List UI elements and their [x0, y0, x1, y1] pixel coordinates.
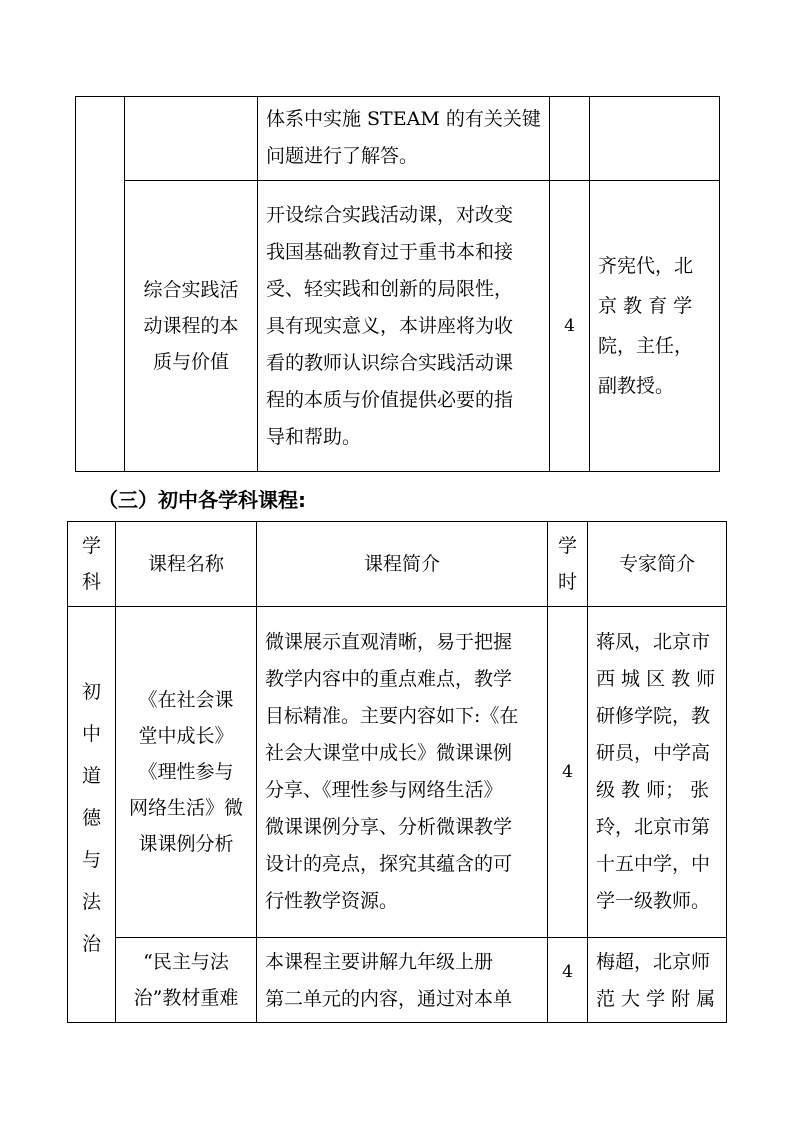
hours-cell: 4	[548, 607, 588, 938]
header-subject: 学 科	[68, 522, 116, 607]
hours-cell: 4	[548, 938, 588, 1023]
table-row	[68, 607, 727, 938]
course-intro-cell: 本课程主要讲解九年级上册 第二单元的内容，通过对本单	[257, 938, 548, 1023]
subject-cell: 初 中 道 德 与 法 治	[68, 607, 116, 1023]
course-intro-cell: 体系中实施 STEAM 的有关关键 问题进行了解答。	[258, 97, 550, 181]
course-name-cell: 《在社会课 堂中成长》 《理性参与 网络生活》微 课课例分析	[116, 607, 257, 938]
course-name-cell	[125, 97, 258, 181]
course-intro-cell: 开设综合实践活动课，对改变 我国基础教育过于重书本和接 受、轻实践和创新的局限性， 具有现实意义，本讲座将为收 看的教师认识综合实践活动课 程的本质与价值提供必要的指 导和帮助。	[258, 181, 550, 472]
header-expert: 专家简介	[588, 522, 727, 607]
course-table-continued	[75, 96, 720, 472]
expert-cell: 梅超，北京师 范 大 学 附 属	[588, 938, 727, 1023]
subject-cell	[76, 97, 125, 472]
junior-high-course-table	[67, 521, 727, 1023]
header-course-name: 课程名称	[116, 522, 257, 607]
course-name-cell: 综合实践活 动课程的本 质与价值	[125, 181, 258, 472]
expert-cell: 齐宪代，北 京 教 育 学 院，主任， 副教授。	[590, 181, 720, 472]
expert-cell: 蒋凤，北京市 西 城 区 教 师 研修学院，教 研员，中学高 级 教 师； 张 玲，北京市第 十五中学，中 学一级教师。	[588, 607, 727, 938]
hours-cell	[550, 97, 590, 181]
course-intro-cell: 微课展示直观清晰，易于把握 教学内容中的重点难点，教学 目标精准。主要内容如下:《在 社会大课堂中成长》微课课例 分享、《理性参与网络生活》 微课课例分享、分析微课教学 设计的亮点，探究其蕴含的可 行性教学资源。	[257, 607, 548, 938]
expert-cell	[590, 97, 720, 181]
hours-cell: 4	[550, 181, 590, 472]
section-title: （三）初中各学科课程:	[98, 488, 306, 512]
table-header-row	[68, 522, 727, 607]
table-row	[68, 938, 727, 1023]
course-name-cell: “民主与法 治”教材重难	[116, 938, 257, 1023]
header-hours: 学 时	[548, 522, 588, 607]
header-course-intro: 课程简介	[257, 522, 548, 607]
